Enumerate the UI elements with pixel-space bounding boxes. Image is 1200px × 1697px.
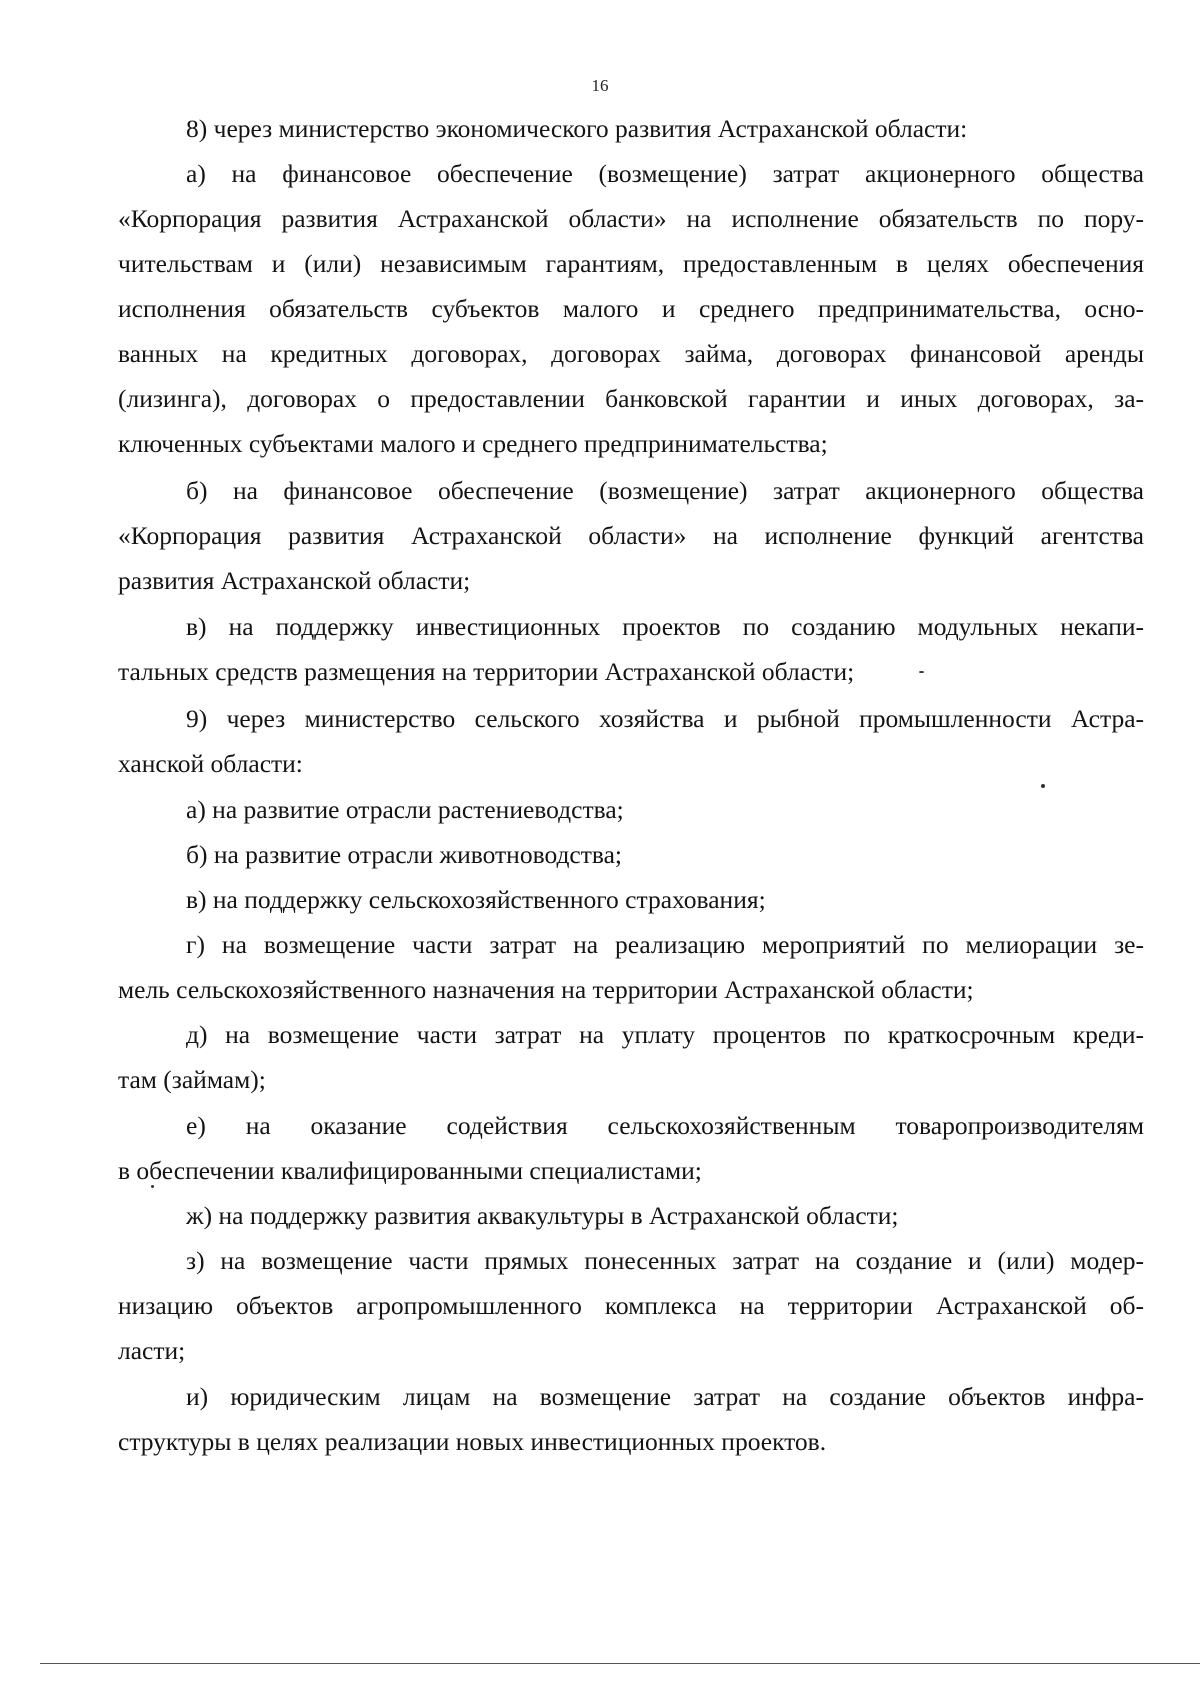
paragraph-line: ханской области: <box>118 749 303 778</box>
paragraph-line: там (займам); <box>118 1065 266 1094</box>
paragraph-first-line: б) на развитие отрасли животноводства; <box>186 840 623 869</box>
scan-speck <box>1041 784 1045 788</box>
paragraph-first-line: а) на развитие отрасли растениеводства; <box>186 795 624 824</box>
paragraph-first-line: г) на возмещение части затрат на реализацию мероприятий по мелиорации зе- <box>186 930 1144 959</box>
paragraph-first-line: ж) на поддержку развития аквакультуры в Астраханской области; <box>186 1201 899 1230</box>
paragraph-line: чительствам и (или) независимым гарантиям, предоставленным в целях обеспечения <box>118 249 1144 278</box>
paragraph-first-line: д) на возмещение части затрат на уплату процентов по краткосрочным креди- <box>186 1020 1144 1049</box>
paragraph-line: ласти; <box>118 1336 186 1365</box>
paragraph-line: мель сельскохозяйственного назначения на территории Астраханской области; <box>118 975 974 1004</box>
paragraph-first-line: б) на финансовое обеспечение (возмещение) затрат акционерного общества <box>186 476 1144 505</box>
paragraph-first-line: а) на финансовое обеспечение (возмещение) затрат акционерного общества <box>186 159 1144 188</box>
paragraph-first-line: з) на возмещение части прямых понесенных затрат на создание и (или) модер- <box>186 1246 1144 1275</box>
bottom-rule <box>40 1663 1200 1664</box>
paragraph-first-line: 9) через министерство сельского хозяйства и рыбной промышленности Астра- <box>186 704 1144 733</box>
paragraph-line: низацию объектов агропромышленного комплекса на территории Астраханской об- <box>118 1291 1144 1320</box>
paragraph-line: структуры в целях реализации новых инвестиционных проектов. <box>118 1427 827 1456</box>
paragraph-line: в обеспечении квалифицированными специалистами; <box>118 1156 702 1185</box>
scan-speck <box>151 1185 154 1188</box>
paragraph-first-line: в) на поддержку инвестиционных проектов по созданию модульных некапи- <box>186 612 1144 641</box>
paragraph-first-line: е) на оказание содействия сельскохозяйственным товаропроизводителям <box>186 1111 1144 1140</box>
paragraph-line: тальных средств размещения на территории Астраханской области; <box>118 657 855 686</box>
paragraph-first-line: в) на поддержку сельскохозяйственного страхования; <box>186 885 766 914</box>
paragraph-line: «Корпорация развития Астраханской области» на исполнение функций агентства <box>118 521 1144 550</box>
paragraph-line: (лизинга), договорах о предоставлении банковской гарантии и иных договорах, за- <box>118 384 1144 413</box>
scan-speck <box>919 671 924 673</box>
paragraph-line: «Корпорация развития Астраханской области» на исполнение обязательств по пору- <box>118 204 1144 233</box>
paragraph-line: исполнения обязательств субъектов малого и среднего предпринимательства, осно- <box>118 294 1144 323</box>
paragraph-line: ключенных субъектами малого и среднего предпринимательства; <box>118 429 828 458</box>
page-number: 16 <box>591 76 609 95</box>
paragraph-line: ванных на кредитных договорах, договорах займа, договорах финансовой аренды <box>118 339 1144 368</box>
paragraph-first-line: и) юридическим лицам на возмещение затрат на создание объектов инфра- <box>186 1382 1144 1411</box>
paragraph-first-line: 8) через министерство экономического развития Астраханской области: <box>186 114 968 143</box>
paragraph-line: развития Астраханской области; <box>118 566 471 595</box>
